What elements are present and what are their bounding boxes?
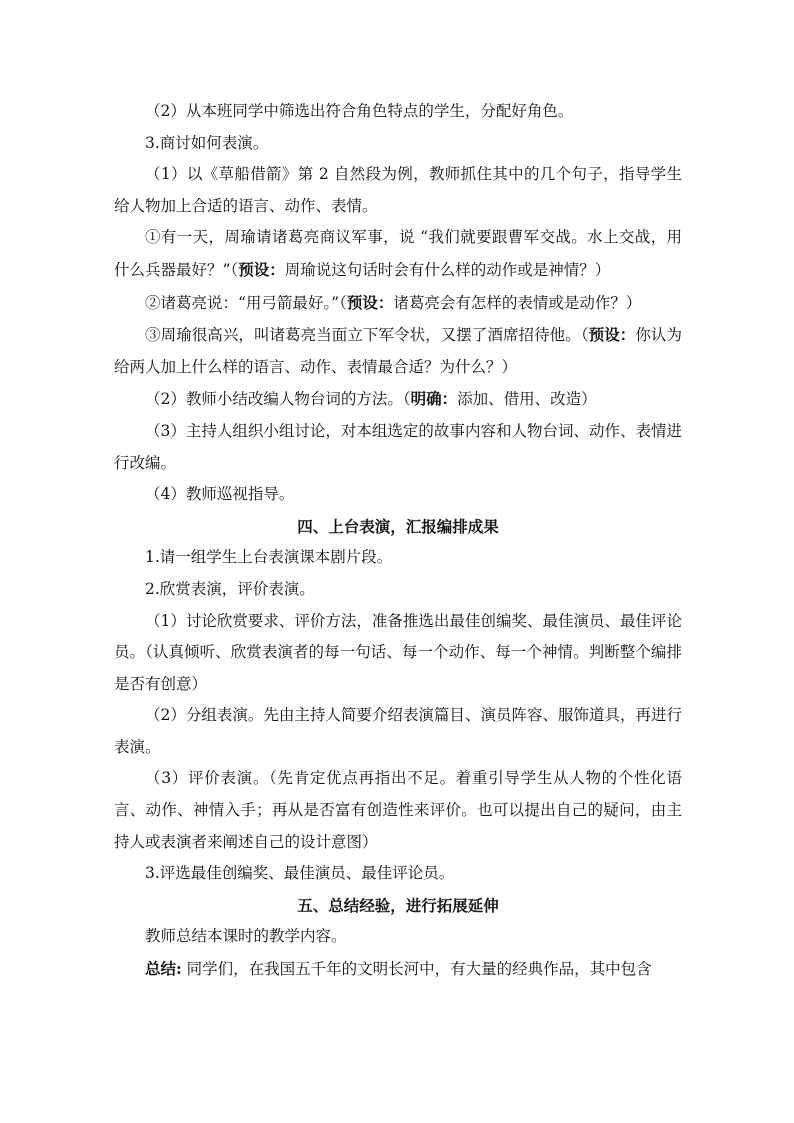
paragraph-16: 教师总结本课时的教学内容。 [145, 927, 347, 946]
summary-label: 总结: [145, 959, 182, 979]
paragraph-5: ②诸葛亮说：“用弓箭最好。”（预设：诸葛亮会有怎样的表情或是动作？） [145, 292, 642, 312]
paragraph-7: （2）教师小结改编人物台词的方法。（明确：添加、借用、改造） [145, 389, 597, 409]
document-page [114, 96, 682, 986]
paragraph-11: 2.欣赏表演，评价表演。 [145, 579, 315, 598]
paragraph-8: （3）主持人组织小组讨论，对本组选定的故事内容和人物台词、动作、表情进行改编。 [114, 421, 682, 472]
paragraph-9: （4）教师巡视指导。 [145, 485, 295, 504]
paragraph-17: 总结: 同学们，在我国五千年的文明长河中，有大量的经典作品，其中包含 [145, 959, 652, 979]
paragraph-13: （2）分组表演。先由主持人简要介绍表演篇目、演员阵容、服饰道具，再进行表演。 [114, 706, 682, 756]
preset-label: 预设： [238, 259, 285, 279]
paragraph-15: 3.评选最佳创编奖、最佳演员、最佳评论员。 [145, 864, 455, 883]
paragraph-10: 1.请一组学生上台表演课本剧片段。 [145, 548, 393, 567]
paragraph-14: （3）评价表演。（先肯定优点再指出不足。着重引导学生从人物的个性化语言、动作、神情入手；再从是否富有创造性来评价。也可以提出自己的疑问，由主持人或表演者来阐述自己的设计意图） [114, 769, 682, 851]
paragraph-1: （2）从本班同学中筛选出符合角色特点的学生，分配好角色。 [145, 102, 574, 120]
paragraph-12: （1）讨论欣赏要求、评价方法，准备推选出最佳创编奖、最佳演员、最佳评论员。（认真倾听、欣赏表演者的每一句话、每一个动作、每一个神情。判断整个编排是否有创意） [114, 611, 682, 693]
paragraph-2: 3.商讨如何表演。 [145, 133, 269, 152]
section-heading-5: 五、总结经验，进行拓展延伸 [297, 895, 499, 915]
preset-label: 预设： [588, 325, 636, 345]
clarify-label: 明确： [410, 389, 458, 409]
paragraph-6: ③周瑜很高兴，叫诸葛亮当面立下军令状，又摆了酒席招待他。（预设：你认为给两人加上什么样的语言、动作、表情最合适？为什么？） [114, 325, 682, 376]
preset-label: 预设： [346, 292, 394, 312]
section-heading-4: 四、上台表演，汇报编排成果 [297, 516, 499, 536]
paragraph-4: ①有一天，周瑜请诸葛亮商议军事，说 “我们就要跟曹军交战。水上交战，用什么兵器最好？”（预设：周瑜说这句话时会有什么样的动作或是神情？） [114, 228, 682, 279]
paragraph-3: （1）以《草船借箭》第 2 自然段为例，教师抓住其中的几个句子，指导学生给人物加上合适的语言、动作、表情。 [114, 165, 682, 215]
